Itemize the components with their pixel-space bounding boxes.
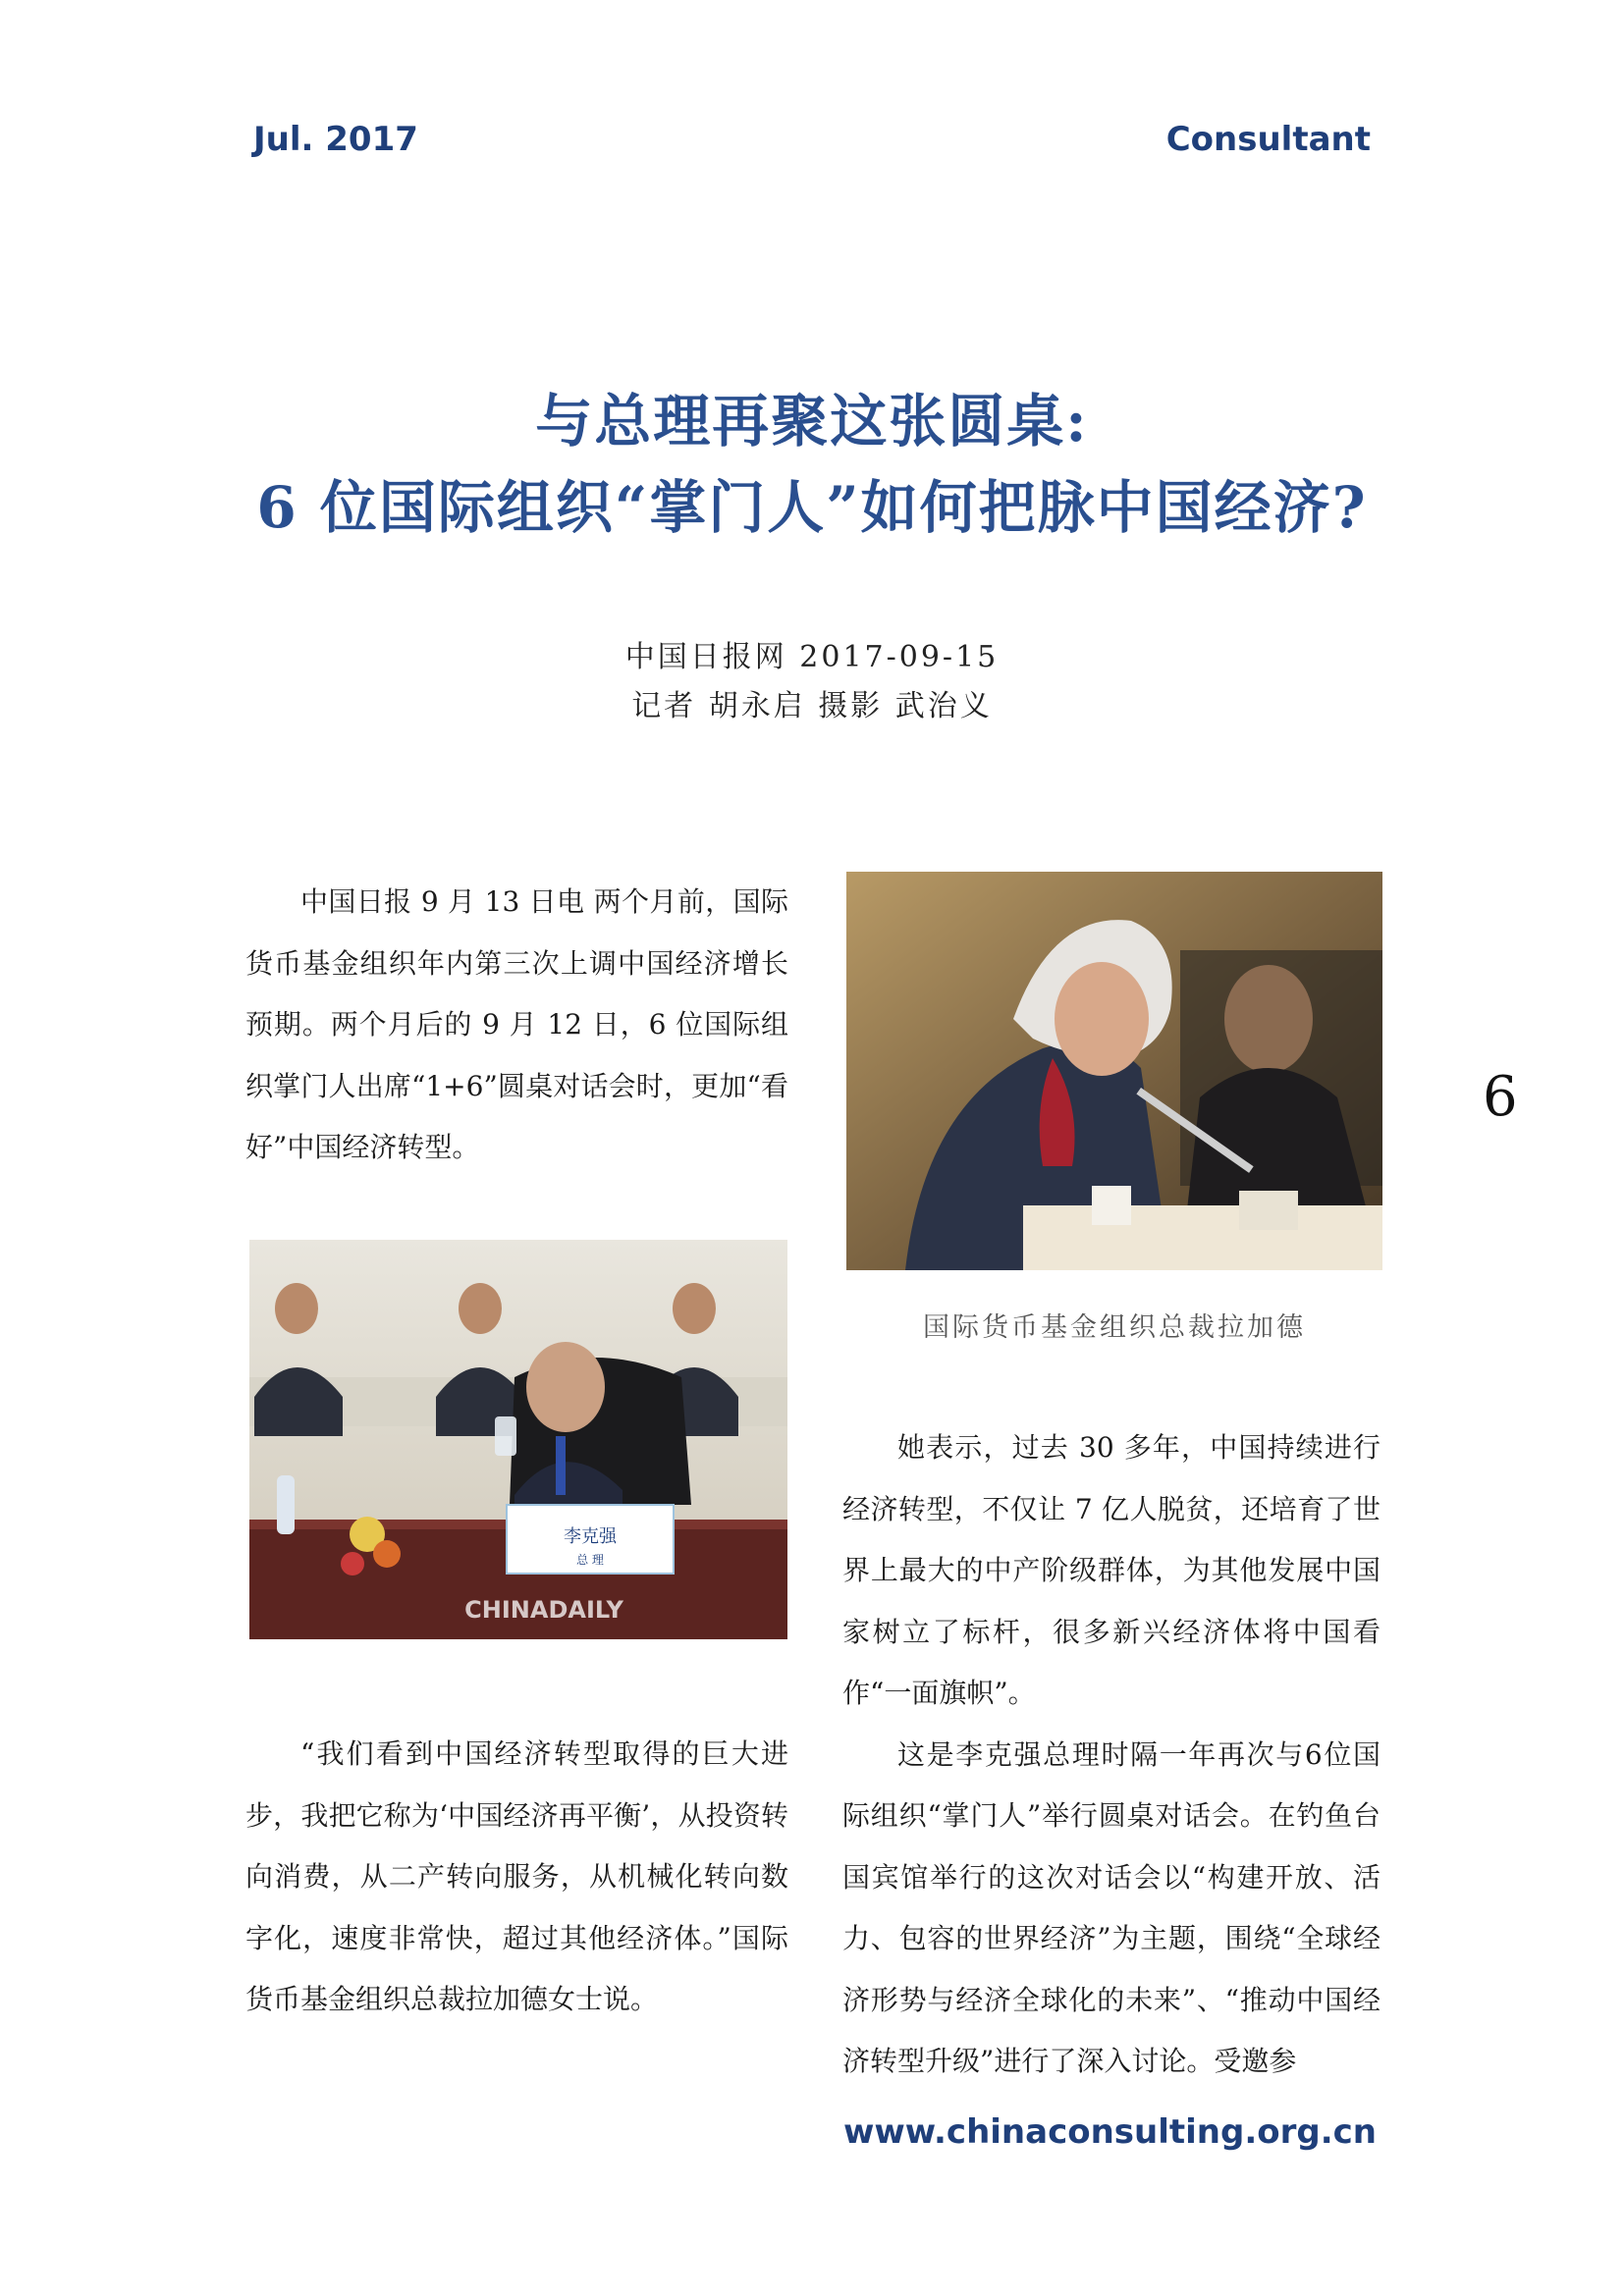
article-column-right: [842, 1417, 1380, 2093]
article-title-line1: 与总理再聚这张圆桌:: [535, 388, 1089, 454]
nameplate-title: 总 理: [576, 1553, 604, 1567]
header-date: Jul. 2017: [253, 120, 418, 159]
article-paragraph-3: 她表示，过去 30 多年，中国持续进行经济转型，不仅让 7 亿人脱贫，还培育了世界上最大的中产阶级群体，为其他发展中国家树立了标杆，很多新兴经济体将中国看作“一面旗帜”。: [842, 1431, 1380, 1709]
byline-source: 中国日报网 2017-09-15: [624, 640, 1000, 674]
article-paragraph-1: 中国日报 9 月 13 日电 两个月前，国际货币基金组织年内第三次上调中国经济增长预期。两个月后的 9 月 12 日，6 位国际组织掌门人出席“1+6”圆桌对话会时，更加“看好”中国经济转型。: [245, 885, 788, 1163]
article-title-line2: 6 位国际组织“掌门人”如何把脉中国经济?: [256, 474, 1368, 541]
article-paragraph-2: “我们看到中国经济转型取得的巨大进步，我把它称为‘中国经济再平衡’，从投资转向消费，从二产转向服务，从机械化转向数字化，速度非常快，超过其他经济体。”国际货币基金组织总裁拉加德女士说。: [245, 1737, 788, 2015]
article-column-left-top: [245, 872, 788, 1179]
article-paragraph-4: 这是李克强总理时隔一年再次与6位国际组织“掌门人”举行圆桌对话会。在钓鱼台国宾馆举行的这次对话会以“构建开放、活力、包容的世界经济”为主题，围绕“全球经济形势与经济全球化的未来”、“推动中国经济转型升级”进行了深入讨论。受邀参: [842, 1737, 1380, 2077]
header-magazine: Consultant: [1165, 120, 1371, 159]
photo-li-keqiang: [249, 1240, 787, 1639]
photo-lagarde-caption: 国际货币基金组织总裁拉加德: [923, 1312, 1306, 1343]
byline-authors: 记者 胡永启 摄影 武治义: [631, 689, 993, 723]
article-column-left-bottom: [245, 1724, 788, 2031]
page-number: 6: [1483, 1065, 1518, 1129]
photo-lagarde: [846, 872, 1382, 1270]
nameplate-name: 李克强: [564, 1526, 617, 1547]
photo-watermark: CHINADAILY: [464, 1596, 623, 1624]
footer-url[interactable]: www.chinaconsulting.org.cn: [842, 2112, 1377, 2152]
